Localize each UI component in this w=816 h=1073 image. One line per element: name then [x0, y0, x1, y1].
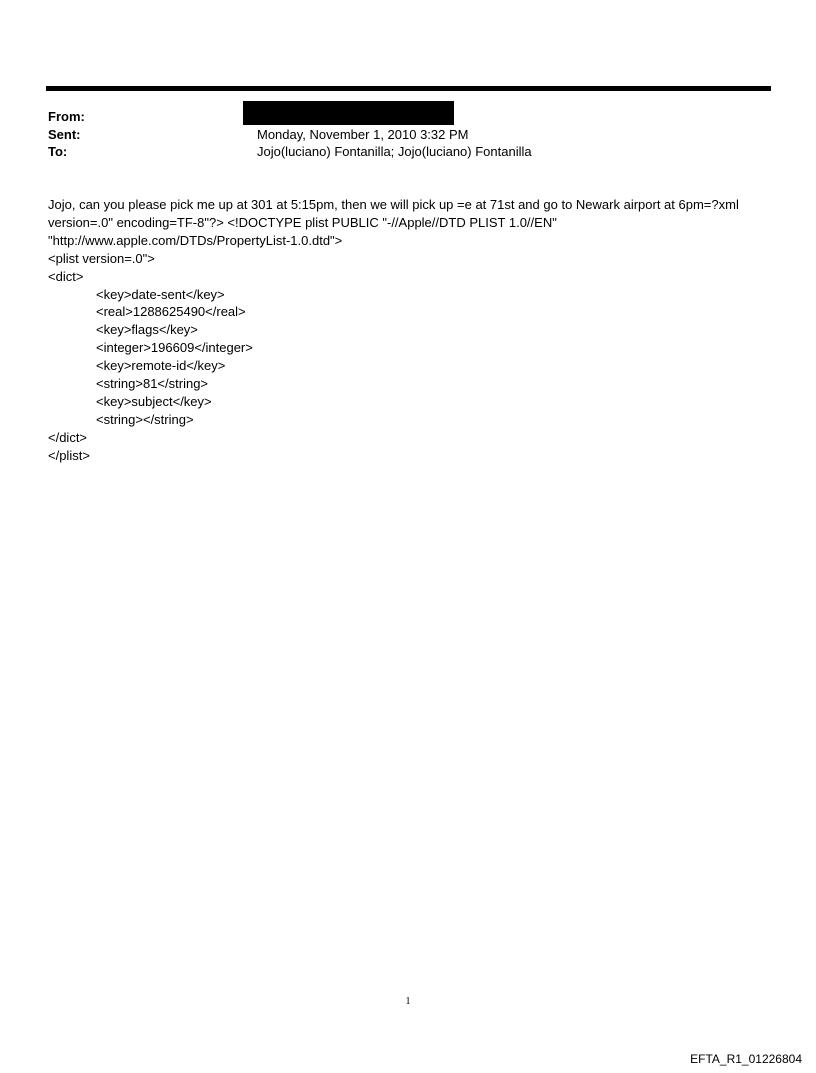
body-line: <key>flags</key>: [96, 322, 198, 338]
body-line: <string>81</string>: [96, 376, 209, 392]
sent-row: [48, 126, 768, 144]
to-row: [48, 143, 768, 161]
body-line: </plist>: [48, 447, 90, 463]
from-redaction-block: [243, 101, 454, 125]
email-header: [48, 108, 768, 161]
header-divider: [46, 86, 771, 91]
sent-value: Monday, November 1, 2010 3:32 PM: [257, 126, 469, 142]
body-line: <plist version=.0">: [48, 250, 155, 266]
body-line: version=.0" encoding=TF-8"?> <!DOCTYPE plist PUBLIC "-//Apple//DTD PLIST 1.0//EN": [48, 214, 557, 230]
to-value: Jojo(luciano) Fontanilla; Jojo(luciano) Fontanilla: [257, 144, 532, 159]
from-label: From:: [48, 109, 85, 124]
email-body: [48, 196, 773, 465]
body-line: <key>date-sent</key>: [96, 286, 225, 302]
body-line: <dict>: [48, 268, 84, 284]
body-line: <integer>196609</integer>: [96, 340, 253, 356]
from-row: [48, 108, 768, 126]
bates-number: EFTA_R1_01226804: [690, 1052, 802, 1066]
body-line: "http://www.apple.com/DTDs/PropertyList-1.0.dtd">: [48, 232, 343, 248]
body-line: <string></string>: [96, 411, 194, 427]
to-label: To:: [48, 144, 68, 159]
body-line: <key>subject</key>: [96, 393, 212, 409]
body-line: <key>remote-id</key>: [96, 358, 226, 374]
body-line: </dict>: [48, 429, 88, 445]
sent-label: Sent:: [48, 126, 81, 142]
page-number: 1: [405, 996, 411, 1007]
body-line: Jojo, can you please pick me up at 301 at 5:15pm, then we will pick up =e at 71st and go to Newark airport at 6pm=?xml: [48, 197, 739, 212]
body-line: <real>1288625490</real>: [96, 304, 246, 320]
